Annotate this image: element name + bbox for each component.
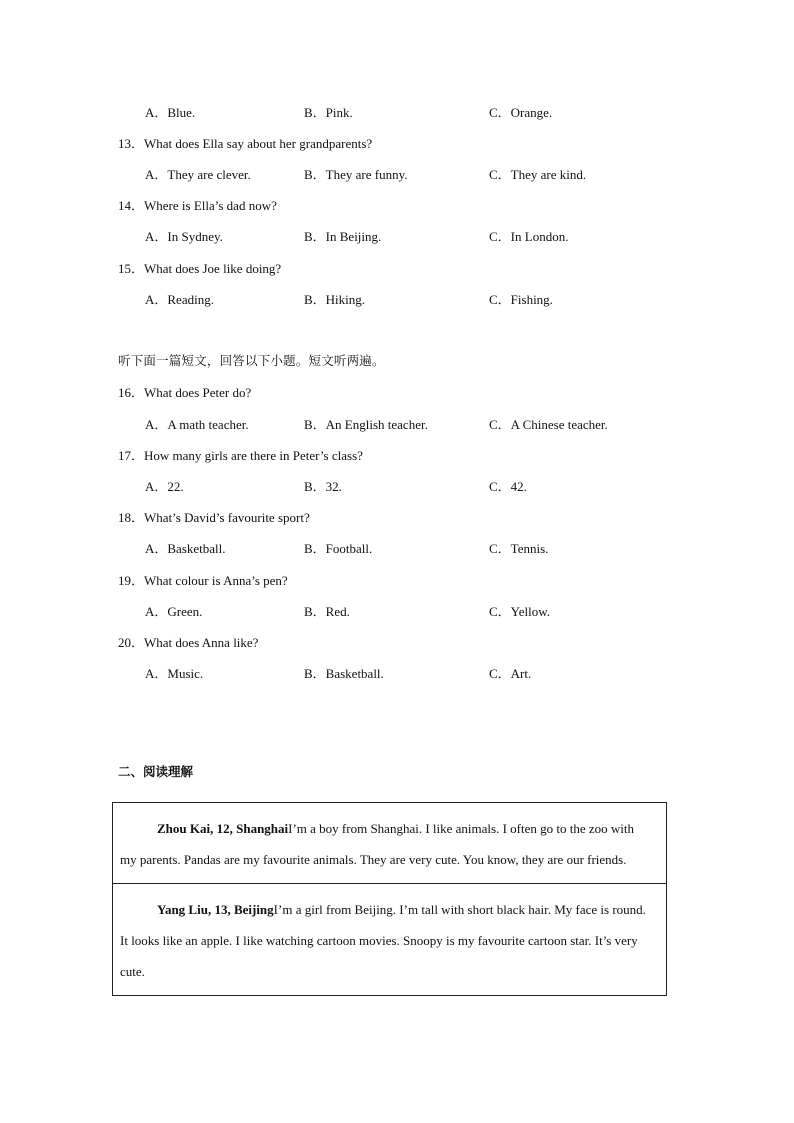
option-b: B．32.: [304, 479, 342, 494]
question-text: What does Ella say about her grandparents?: [144, 136, 373, 151]
option-c: C．A Chinese teacher.: [489, 417, 608, 432]
section-instruction: 听下面一篇短文，回答以下小题。短文听两遍。: [118, 353, 385, 368]
question-number: 15．: [118, 261, 145, 276]
option-b: B．In Beijing.: [304, 229, 382, 244]
option-c: C．Art.: [489, 666, 532, 681]
option-c: C．Orange.: [489, 105, 553, 120]
option-a: A．A math teacher.: [145, 417, 249, 432]
question-text: What does Anna like?: [144, 635, 259, 650]
passage-author: Zhou Kai, 12, Shanghai: [157, 821, 289, 836]
option-c: C．Tennis.: [489, 541, 549, 556]
option-b: B．Red.: [304, 604, 350, 619]
option-a: A．22.: [145, 479, 184, 494]
passage-text: I’m a girl from Beijing. I’m tall with short black hair. My face is round. It looks like an apple. I like watching cartoon movies. Snoopy is my favourite cartoon star. It’s very cute.: [120, 902, 646, 979]
option-b: B．Pink.: [304, 105, 353, 120]
question-text: What’s David’s favourite sport?: [144, 510, 310, 525]
question-number: 20．: [118, 635, 145, 650]
question-number: 17．: [118, 448, 145, 463]
option-a: A．Music.: [145, 666, 204, 681]
option-b: B．An English teacher.: [304, 417, 428, 432]
question-number: 14．: [118, 198, 145, 213]
question-text: How many girls are there in Peter’s class?: [144, 448, 363, 463]
option-c: C．42.: [489, 479, 527, 494]
question-text: What does Joe like doing?: [144, 261, 282, 276]
option-a: A．Blue.: [145, 105, 196, 120]
question-text: What colour is Anna’s pen?: [144, 573, 288, 588]
question-number: 19．: [118, 573, 145, 588]
passage-yang-liu: [113, 883, 666, 995]
option-b: B．They are funny.: [304, 167, 408, 182]
question-19-stem: [118, 573, 288, 589]
passage-text: I’m a boy from Shanghai. I like animals. I often go to the zoo with my parents. Pandas are my favourite animals. They are very cute. You know, they are our friends.: [120, 821, 635, 867]
question-number: 18．: [118, 510, 145, 525]
option-b: B．Hiking.: [304, 292, 366, 307]
question-16-stem: [118, 385, 251, 401]
option-a: A．Green.: [145, 604, 203, 619]
option-b: B．Football.: [304, 541, 373, 556]
option-c: C．Fishing.: [489, 292, 553, 307]
question-17-stem: [118, 448, 363, 464]
question-text: Where is Ella’s dad now?: [144, 198, 277, 213]
option-a: A．They are clever.: [145, 167, 251, 182]
question-18-stem: [118, 510, 310, 526]
question-14-stem: [118, 198, 277, 214]
question-20-stem: [118, 635, 258, 651]
option-c: C．They are kind.: [489, 167, 587, 182]
reading-passage-box: [112, 802, 667, 996]
option-a: A．Reading.: [145, 292, 214, 307]
reading-heading: 二、阅读理解: [118, 764, 194, 779]
question-13-stem: [118, 136, 372, 152]
option-a: A．In Sydney.: [145, 229, 223, 244]
question-number: 13．: [118, 136, 145, 151]
passage-zhou-kai: [113, 803, 666, 883]
option-a: A．Basketball.: [145, 541, 226, 556]
option-c: C．Yellow.: [489, 604, 551, 619]
question-15-stem: [118, 261, 281, 277]
question-text: What does Peter do?: [144, 385, 252, 400]
option-c: C．In London.: [489, 229, 569, 244]
question-number: 16．: [118, 385, 145, 400]
option-b: B．Basketball.: [304, 666, 384, 681]
passage-author: Yang Liu, 13, Beijing: [157, 902, 274, 917]
